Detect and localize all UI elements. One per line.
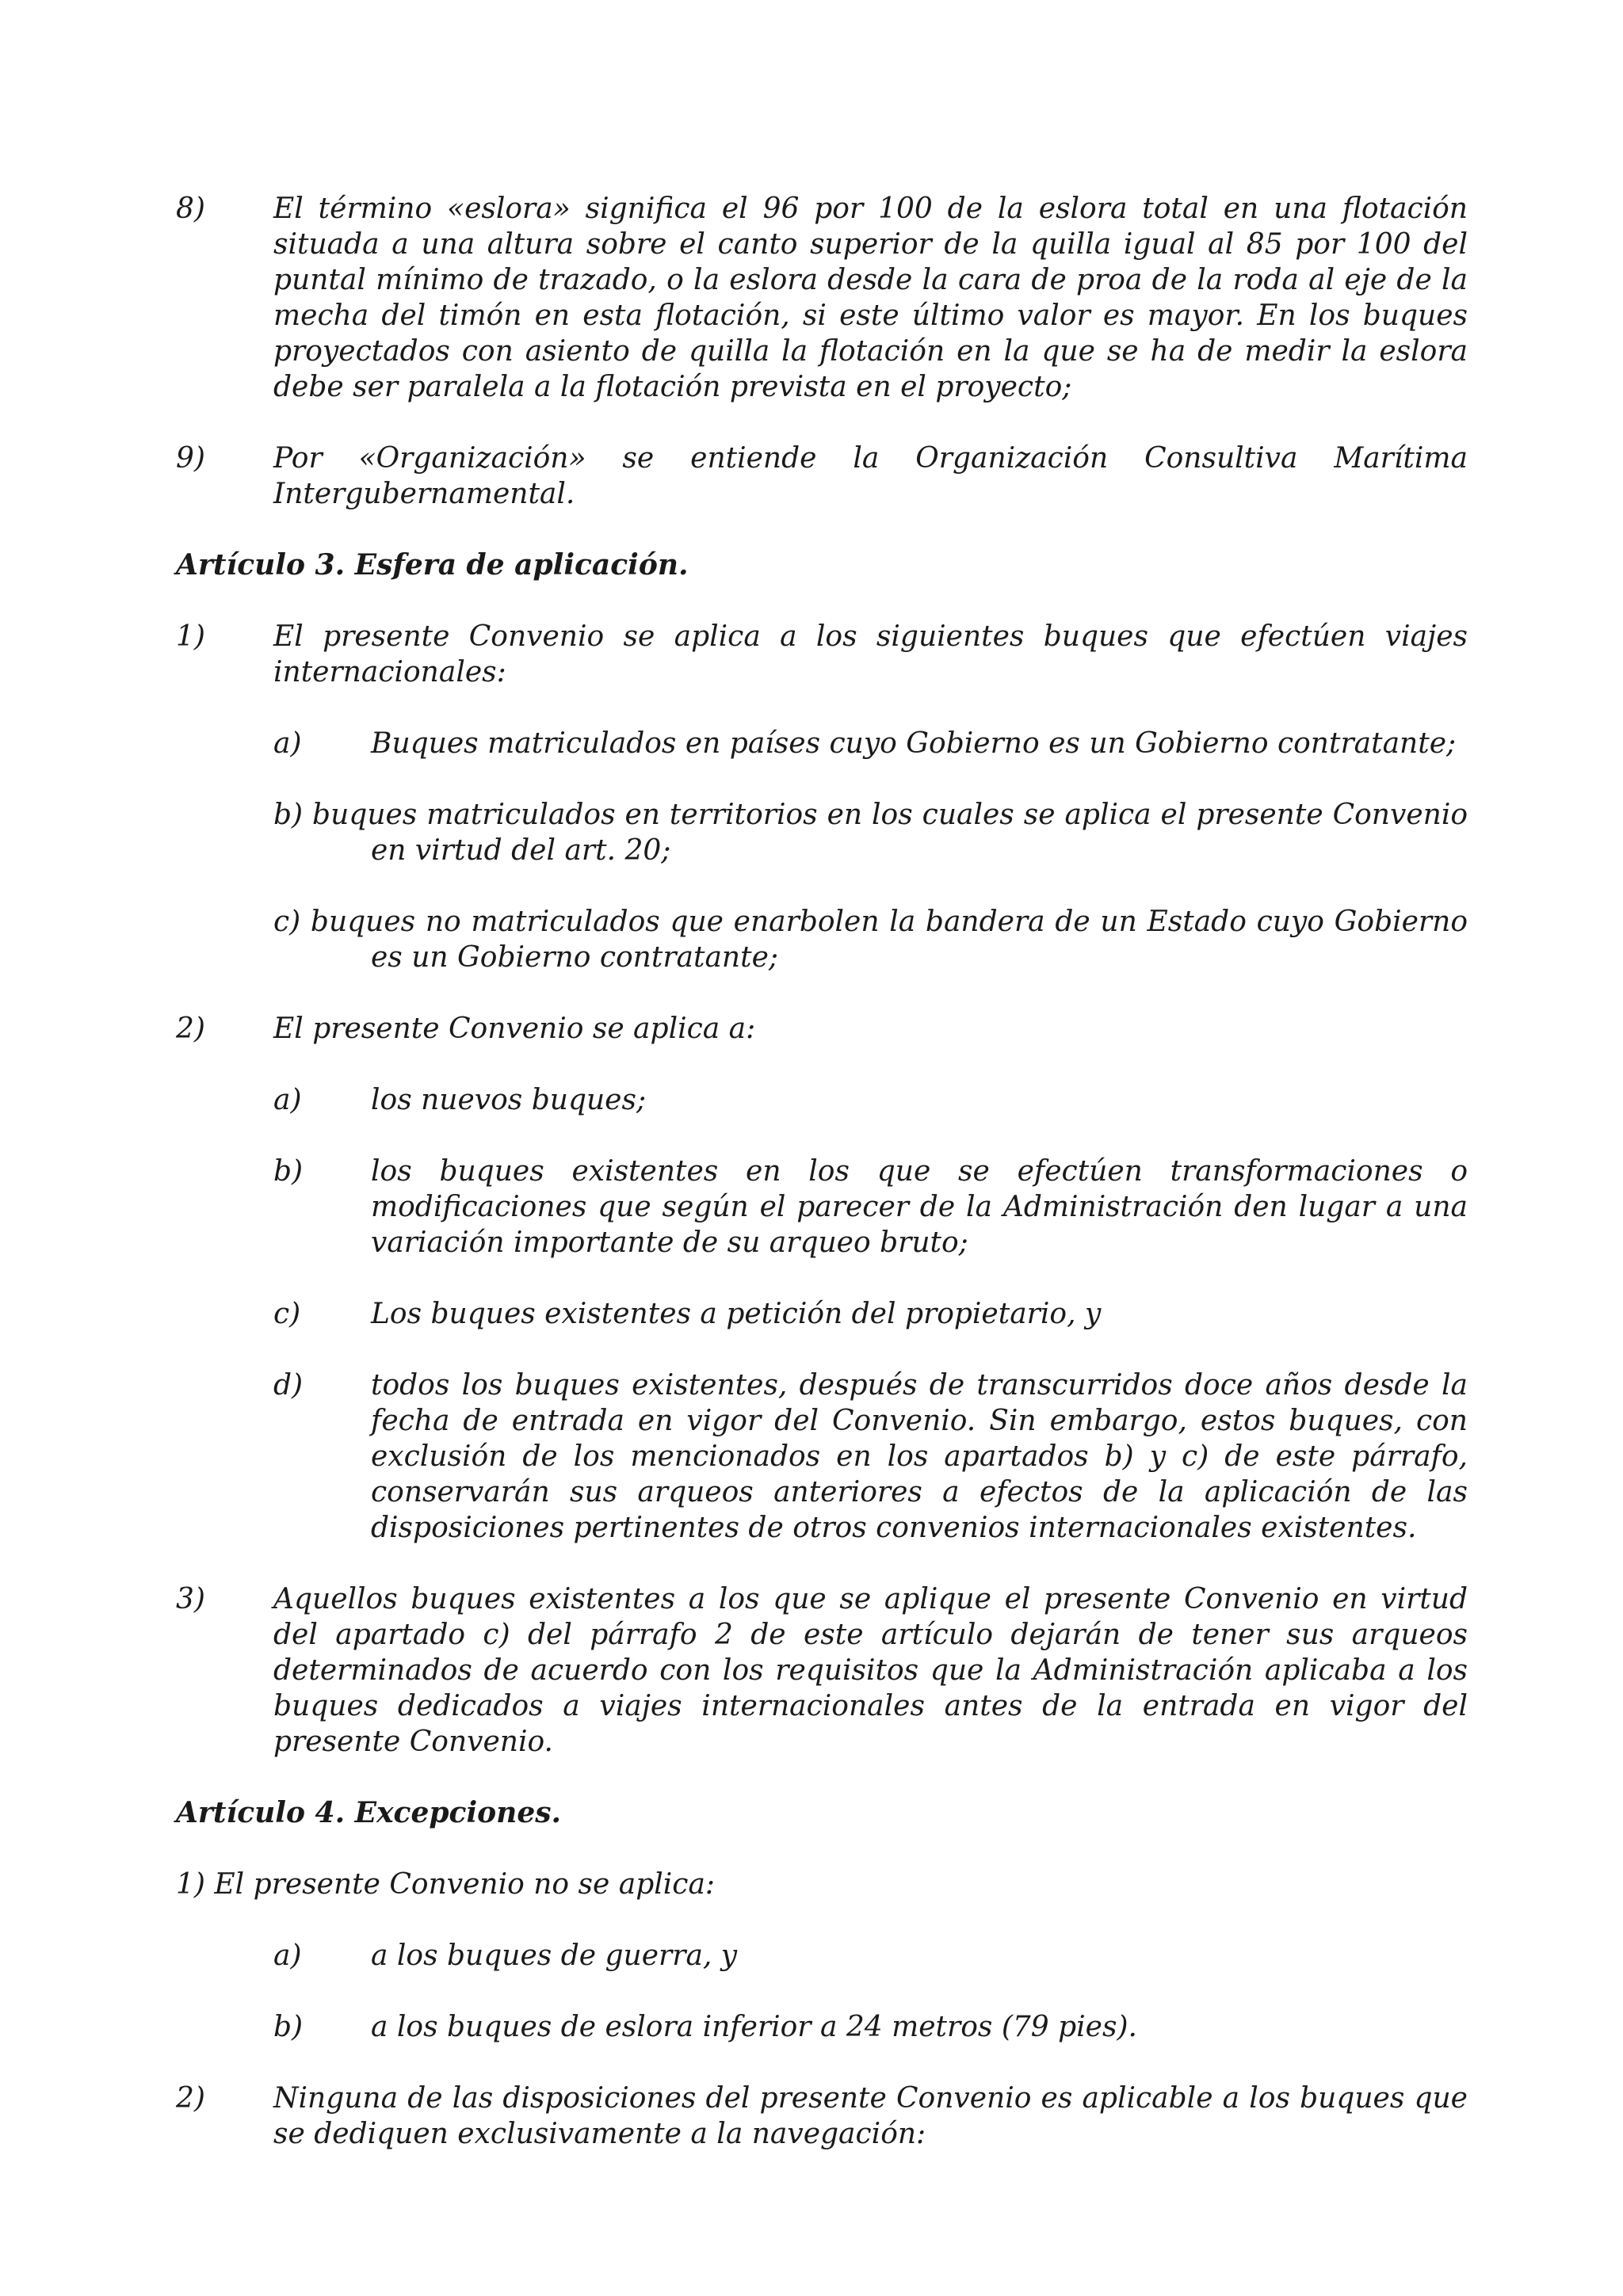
paragraph-text: Ninguna de las disposiciones del presente Convenio es aplicable a los buques que se dediquen exclusivamente a la navegación: [273, 2082, 1468, 2150]
paragraph-text: Aquellos buques existentes a los que se aplique el presente Convenio en virtud del apartado c) del párrafo 2 de este artículo dejarán de tener sus arqueos determinados de acuerdo con los requisitos que la Administración aplicaba a los buques dedicados a viajes internacionales antes de la entrada en vigor del presente Convenio. [273, 1583, 1468, 1758]
article-4-paragraph-1: 1) El presente Convenio no se aplica: [176, 1868, 716, 1901]
paragraph-text: El presente Convenio se aplica a los siguientes buques que efectúen viajes internacionales: [273, 620, 1468, 688]
article-3-2-item-b [273, 1154, 1468, 1261]
article-4-paragraph-2 [176, 2081, 1468, 2152]
paragraph-text-line-2: Intergubernamental. [273, 478, 575, 510]
item-letter: a) [273, 1084, 302, 1116]
article-4-heading: Artículo 4. Excepciones. [176, 1796, 562, 1829]
paragraph-number: 2) [176, 2082, 205, 2115]
item-letter: a) [273, 727, 302, 760]
paragraph-text: El presente Convenio se aplica a: [273, 1013, 756, 1045]
article-3-paragraph-3 [176, 1581, 1468, 1760]
article-3-2-item-a [273, 1082, 1468, 1118]
item-text: los nuevos buques; [371, 1084, 647, 1116]
item-text: a los buques de eslora inferior a 24 metros (79 pies). [371, 2011, 1137, 2043]
paragraph-8 [176, 191, 1468, 405]
item-text: Los buques existentes a petición del propietario, y [371, 1298, 1102, 1330]
paragraph-number: 3) [176, 1583, 205, 1615]
article-3-paragraph-2 [176, 1011, 1468, 1047]
article-3-2-item-c [273, 1296, 1468, 1332]
paragraph-text: El término «eslora» significa el 96 por 100 de la eslora total en una flotación situada a una altura sobre el canto superior de la quilla igual al 85 por 100 del puntal mínimo de trazado, o la eslora desde la cara de proa de la roda al eje de la mecha del timón en esta flotación, si este último valor es mayor. En los buques proyectados con asiento de quilla la flotación en la que se ha de medir la eslora debe ser paralela a la flotación prevista en el proyecto; [273, 193, 1468, 403]
item-text: a los buques de guerra, y [371, 1939, 738, 1972]
item-letter: c) [273, 1298, 301, 1330]
article-3-1-item-c: c) buques no matriculados que enarbolen la bandera de un Estado cuyo Gobierno es un Gobierno contratante; [273, 906, 1468, 974]
article-4-1-item-b [273, 2009, 1468, 2045]
paragraph-number: 9) [176, 442, 205, 475]
item-text: Buques matriculados en países cuyo Gobierno es un Gobierno contratante; [371, 727, 1457, 760]
article-3-paragraph-1 [176, 619, 1468, 690]
paragraph-text [273, 441, 1468, 512]
item-text: todos los buques existentes, después de transcurridos doce años desde la fecha de entrada en vigor del Convenio. Sin embargo, estos buques, con exclusión de los mencionados en los apartados b) y c) de este párrafo, conservarán sus arqueos anteriores a efectos de la aplicación de las disposiciones pertinentes de otros convenios internacionales existentes. [371, 1369, 1468, 1544]
paragraph-9 [176, 441, 1468, 512]
item-letter: a) [273, 1939, 302, 1972]
article-3-2-item-d [273, 1367, 1468, 1546]
paragraph-text-line-1: Por «Organización» se entiende la Organización Consultiva Marítima [273, 442, 1468, 475]
item-text: los buques existentes en los que se efectúen transformaciones o modificaciones que según el parecer de la Administración den lugar a una variación importante de su arqueo bruto; [371, 1155, 1468, 1259]
paragraph-number: 2) [176, 1013, 205, 1045]
article-3-1-item-a [273, 726, 1468, 761]
item-letter: d) [273, 1369, 304, 1402]
paragraph-number: 8) [176, 193, 205, 225]
article-3-heading: Artículo 3. Esfera de aplicación. [176, 548, 689, 582]
item-letter: b) [273, 1155, 304, 1188]
item-letter: b) [273, 2011, 304, 2043]
article-4-1-item-a [273, 1938, 1468, 1974]
paragraph-number: 1) [176, 620, 205, 653]
article-3-1-item-b: b) buques matriculados en territorios en los cuales se aplica el presente Convenio en virtud del art. 20; [273, 799, 1468, 867]
